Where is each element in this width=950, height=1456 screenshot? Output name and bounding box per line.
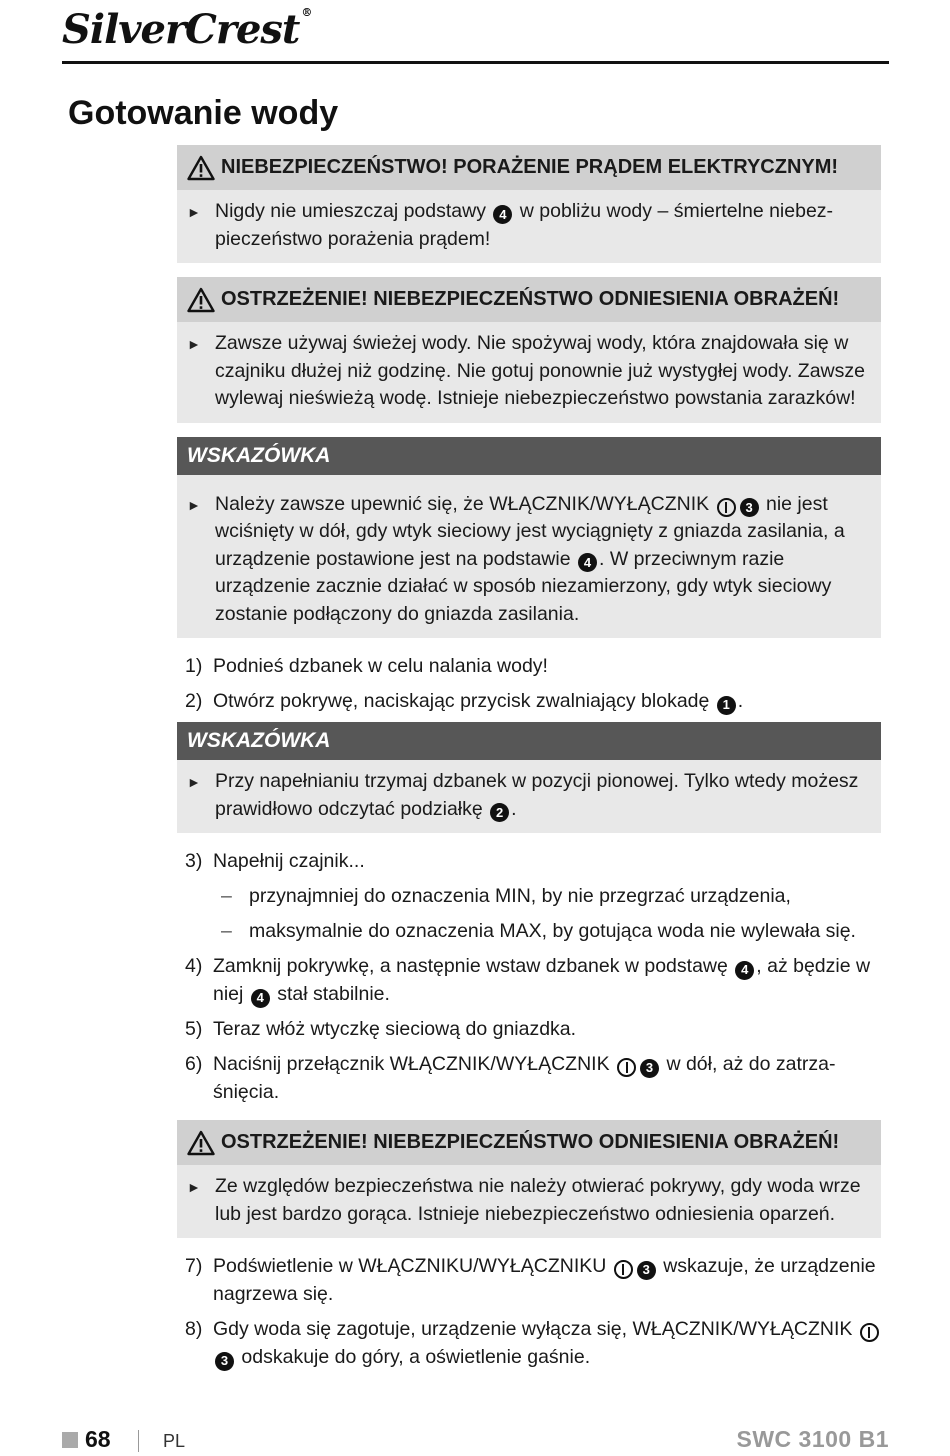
power-symbol-icon <box>860 1323 879 1342</box>
step-item: 6) Naciśnij przełącznik WŁĄCZNIK/WYŁĄCZNIK 3 w dół, aż do zatrzaśnięcia. <box>185 1053 836 1103</box>
note-box <box>177 437 881 639</box>
note-box <box>177 722 881 833</box>
warning-bullet: ► Zawsze używaj świeżej wody. Nie spożywaj wody, która znajdowała się w czajniku dłużej niż godzinę. Nie gotuj ponownie już wystygłej wody. Zawsze wylewaj nieświeżą wodę. Istnieje niebezpieczeństwo powstania zarazków! <box>187 330 871 413</box>
note-bullet: ► Przy napełnianiu trzymaj dzbanek w pozycji pionowej. Tylko wtedy możesz prawidłowo odczytać podziałkę 2 . <box>187 768 871 823</box>
step-item: 2) Otwórz pokrywę, naciskając przycisk zwalniający blokadę 1 . <box>185 687 881 715</box>
power-symbol-icon <box>617 1058 636 1077</box>
warning-bullet: ► Ze względów bezpieczeństwa nie należy otwierać pokrywy, gdy woda wrze lub jest bardzo gorąca. Istnieje niebezpieczeństwo odniesienia oparzeń. <box>187 1173 871 1228</box>
registered-mark: ® <box>301 6 312 19</box>
step-item: 1) Podnieś dzbanek w celu nalania wody! <box>185 655 548 677</box>
warning-heading: OSTRZEŻENIE! NIEBEZPIECZEŃSTWO ODNIESIENIA OBRAŻEŃ! <box>177 277 881 322</box>
page-footer <box>62 1426 889 1456</box>
model-number: SWC 3100 B1 <box>736 1426 889 1452</box>
numbered-callout-icon: 4 <box>493 205 512 224</box>
numbered-callout-icon: 3 <box>637 1261 656 1280</box>
footer-square-icon <box>62 1432 78 1448</box>
step-item: 4) Zamknij pokrywkę, a następnie wstaw dzbanek w podstawę 4 , aż będzie w niej 4 stał stabilnie. <box>185 952 881 1008</box>
language-code: PL <box>163 1431 186 1451</box>
sub-item: – przynajmniej do oznaczenia MIN, by nie przegrzać urządzenia, <box>221 885 791 907</box>
footer-divider <box>138 1430 139 1452</box>
numbered-callout-icon: 4 <box>735 961 754 980</box>
warning-triangle-icon <box>187 1130 215 1156</box>
sub-item: – maksymalnie do oznaczenia MAX, by gotująca woda nie wylewała się. <box>221 920 856 942</box>
numbered-callout-icon: 4 <box>251 989 270 1008</box>
page-number: 68 <box>85 1426 111 1452</box>
page-title: Gotowanie wody <box>68 94 339 132</box>
numbered-callout-icon: 4 <box>578 553 597 572</box>
bullet-arrow-icon: ► <box>187 336 201 352</box>
danger-box <box>177 145 881 263</box>
numbered-callout-icon: 3 <box>215 1352 234 1371</box>
numbered-callout-icon: 1 <box>717 696 736 715</box>
warning-box <box>177 277 881 423</box>
numbered-callout-icon: 2 <box>490 803 509 822</box>
note-heading: WSKAZÓWKA <box>177 722 881 760</box>
bullet-arrow-icon: ► <box>187 204 201 220</box>
content <box>177 145 881 1378</box>
power-symbol-icon <box>614 1260 633 1279</box>
header-rule <box>62 61 889 64</box>
note-bullet: ► Należy zawsze upewnić się, że WŁĄCZNIK/WYŁĄCZNIK 3 nie jest wciśnięty w dół, gdy wtyk sieciowy jest wyciągnięty z gniazda zasilania, a urządzenie postawione jest na podstawie 4 . W przeciwnym razie urządzenie zacznie działać w sposób niezamierzony, gdy wtyk sieciowy zostanie podłączony do gniazda zasilania. <box>187 491 871 629</box>
step-item: 5) Teraz włóż wtyczkę sieciową do gniazdka. <box>185 1018 577 1040</box>
danger-bullet: ► Nigdy nie umieszczaj podstawy 4 w pobliżu wody – śmiertelne niebezpieczeństwo porażenia prądem! <box>187 198 871 253</box>
note-heading: WSKAZÓWKA <box>177 437 881 475</box>
warning-heading: OSTRZEŻENIE! NIEBEZPIECZEŃSTWO ODNIESIENIA OBRAŻEŃ! <box>177 1120 881 1165</box>
step-item: 3) Napełnij czajnik... <box>185 850 365 872</box>
brand-logo: SilverCrest ® <box>62 6 312 53</box>
bullet-arrow-icon: ► <box>187 774 201 790</box>
step-item: 7) Podświetlenie w WŁĄCZNIKU/WYŁĄCZNIKU 3 wskazuje, że urządzenie nagrzewa się. <box>185 1255 876 1305</box>
bullet-arrow-icon: ► <box>187 1179 201 1195</box>
bullet-arrow-icon: ► <box>187 496 201 513</box>
warning-box <box>177 1120 881 1238</box>
step-item: 8) Gdy woda się zagotuje, urządzenie wyłącza się, WŁĄCZNIK/WYŁĄCZNIK 3 odskakuje do góry, a oświetlenie gaśnie. <box>185 1315 881 1371</box>
warning-triangle-icon <box>187 287 215 313</box>
numbered-callout-icon: 3 <box>740 498 759 517</box>
numbered-callout-icon: 3 <box>640 1059 659 1078</box>
power-symbol-icon <box>717 498 736 517</box>
danger-heading: NIEBEZPIECZEŃSTWO! PORAŻENIE PRĄDEM ELEKTRYCZNYM! <box>177 145 881 190</box>
warning-triangle-icon <box>187 155 215 181</box>
